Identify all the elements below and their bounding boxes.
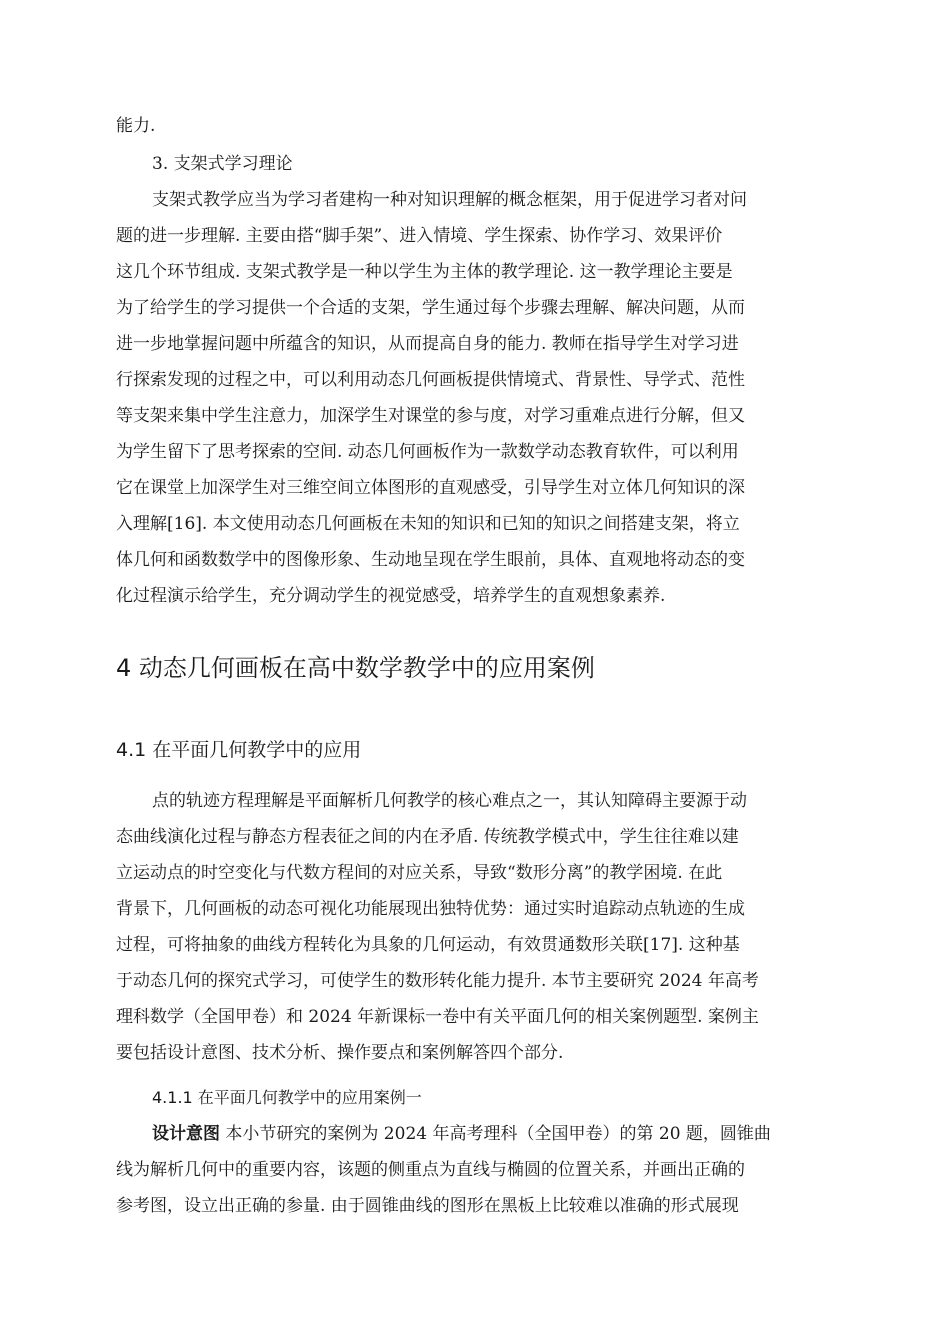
paragraph-line: 要包括设计意图、技术分析、操作要点和案例解答四个部分. [116,1043,564,1063]
subheading-scaffolding-theory: 3. 支架式学习理论 [152,154,293,174]
paragraph-line: 为学生留下了思考探索的空间. 动态几何画板作为一款数学动态教育软件，可以利用 [116,442,739,462]
paragraph-line: 态曲线演化过程与静态方程表征之间的内在矛盾. 传统教学模式中，学生往往难以建 [116,827,739,847]
paragraph-line: 这几个环节组成. 支架式教学是一种以学生为主体的教学理论. 这一教学理论主要是 [116,262,733,282]
paragraph-line: 它在课堂上加深学生对三维空间立体图形的直观感受，引导学生对立体几何知识的深 [116,478,745,498]
paragraph-line: 体几何和函数数学中的图像形象、生动地呈现在学生眼前，具体、直观地将动态的变 [116,550,745,570]
paragraph-line: 行探索发现的过程之中，可以利用动态几何画板提供情境式、背景性、导学式、范性 [116,370,745,390]
carry-over-line: 能力. [116,116,156,136]
section-heading: 4 动态几何画板在高中数学教学中的应用案例 [116,654,595,682]
paragraph-line: 为了给学生的学习提供一个合适的支架，学生通过每个步骤去理解、解决问题，从而 [116,298,745,318]
paragraph-line: 进一步地掌握问题中所蕴含的知识，从而提高自身的能力. 教师在指导学生对学习进 [116,334,739,354]
paragraph-line: 立运动点的时空变化与代数方程间的对应关系，导致“数形分离”的教学困境. 在此 [116,863,723,883]
paragraph-line-rest: 本小节研究的案例为 2024 年高考理科（全国甲卷）的第 20 题，圆锥曲 [220,1124,771,1144]
subsection-heading: 4.1 在平面几何教学中的应用 [116,739,362,761]
subsubsection-heading: 4.1.1 在平面几何教学中的应用案例一 [152,1088,422,1107]
paragraph-line: 化过程演示给学生，充分调动学生的视觉感受，培养学生的直观想象素养. [116,586,666,606]
paragraph-line: 等支架来集中学生注意力，加深学生对课堂的参与度，对学习重难点进行分解，但又 [116,406,745,426]
paragraph-line: 理科数学（全国甲卷）和 2024 年新课标一卷中有关平面几何的相关案例题型. 案例主 [116,1007,759,1027]
paragraph-line: 背景下，几何画板的动态可视化功能展现出独特优势：通过实时追踪动点轨迹的生成 [116,899,745,919]
paragraph-line [152,1123,771,1145]
paragraph-line: 支架式教学应当为学习者建构一种对知识理解的概念框架，用于促进学习者对问 [152,190,747,210]
paragraph-line: 于动态几何的探究式学习，可使学生的数形转化能力提升. 本节主要研究 2024 年高考 [116,971,759,991]
paragraph-line: 过程，可将抽象的曲线方程转化为具象的几何运动，有效贯通数形关联[17]. 这种基 [116,935,740,955]
paragraph-line: 题的进一步理解. 主要由搭“脚手架”、进入情境、学生探索、协作学习、效果评价 [116,226,723,246]
design-intent-label: 设计意图 [152,1124,220,1144]
paragraph-line: 线为解析几何中的重要内容，该题的侧重点为直线与椭圆的位置关系，并画出正确的 [116,1160,745,1180]
paragraph-line: 点的轨迹方程理解是平面解析几何教学的核心难点之一，其认知障碍主要源于动 [152,791,747,811]
paragraph-line: 入理解[16]. 本文使用动态几何画板在未知的知识和已知的知识之间搭建支架，将立 [116,514,740,534]
paragraph-line: 参考图，设立出正确的参量. 由于圆锥曲线的图形在黑板上比较难以准确的形式展现 [116,1196,739,1216]
